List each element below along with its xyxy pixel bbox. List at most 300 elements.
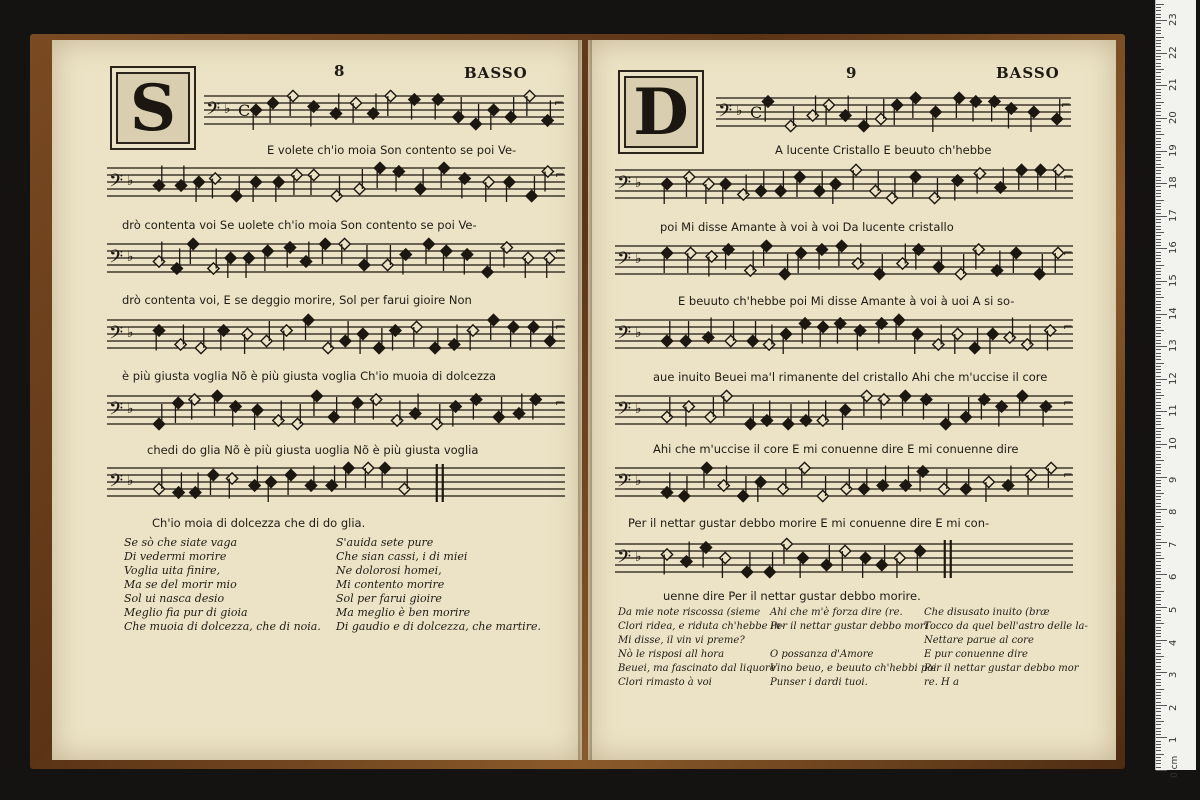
ruler-tick <box>1156 20 1167 21</box>
verse-line: Mi disse, il vin vi preme? <box>618 635 745 646</box>
ruler-tick <box>1156 115 1161 116</box>
ruler-number: 8 <box>1168 508 1179 516</box>
svg-text:𝄢: 𝄢 <box>617 471 632 496</box>
verse-column-2 <box>336 536 541 634</box>
ruler-tick <box>1156 770 1167 771</box>
ruler-tick <box>1156 692 1161 693</box>
ruler-tick <box>1156 4 1164 5</box>
verse-line: Di gaudio e di dolcezza, che martire. <box>336 620 541 633</box>
ruler-tick <box>1156 672 1167 673</box>
ruler-tick <box>1156 499 1161 500</box>
ruler-tick <box>1156 617 1161 618</box>
ruler-tick <box>1156 646 1161 647</box>
ruler-tick <box>1156 304 1161 305</box>
music-staff-1 <box>716 90 1071 136</box>
svg-text:♭: ♭ <box>127 473 134 489</box>
ruler-tick <box>1156 151 1167 152</box>
lyric-line: Ahi che m'uccise il core E mi conuenne dire E mi conuenne dire <box>653 442 1019 456</box>
ruler-tick <box>1156 662 1161 663</box>
svg-text:⌐: ⌐ <box>555 243 566 258</box>
svg-text:𝄢: 𝄢 <box>109 323 124 348</box>
ruler-number: 19 <box>1168 143 1179 157</box>
ruler-tick <box>1156 516 1161 517</box>
ruler-tick <box>1156 258 1161 259</box>
ruler-tick <box>1156 721 1164 722</box>
ruler-tick <box>1156 190 1161 191</box>
ruler-tick <box>1156 415 1161 416</box>
ruler-tick <box>1156 160 1161 161</box>
ruler-tick <box>1156 167 1164 168</box>
ruler-tick <box>1156 50 1161 51</box>
ruler-tick <box>1156 43 1161 44</box>
ruler-tick <box>1156 317 1161 318</box>
music-staff-2 <box>107 160 565 206</box>
ruler-tick <box>1156 118 1167 119</box>
ruler-number: 16 <box>1168 241 1179 255</box>
ruler-tick <box>1156 441 1161 442</box>
ruler-tick <box>1156 607 1167 608</box>
svg-text:C: C <box>750 103 763 122</box>
ruler-tick <box>1156 141 1161 142</box>
svg-text:♭: ♭ <box>635 549 642 565</box>
ruler-tick <box>1156 92 1161 93</box>
lyric-line: Per il nettar gustar debbo morire E mi conuenne dire E mi con- <box>628 516 990 530</box>
ruler-tick <box>1156 369 1161 370</box>
ruler-number: 22 <box>1168 46 1179 59</box>
music-staff-1 <box>204 88 564 134</box>
ruler-number: 17 <box>1168 209 1179 222</box>
ruler-tick <box>1156 147 1161 148</box>
ruler-tick <box>1156 213 1161 214</box>
ruler-tick <box>1156 353 1161 354</box>
ruler-tick <box>1156 604 1161 605</box>
lyric-line: aue inuito Beuei ma'l rimanente del cristallo Ahi che m'uccise il core <box>653 370 1048 384</box>
ruler-tick <box>1156 164 1161 165</box>
ruler-tick <box>1156 242 1161 243</box>
ruler-tick <box>1156 737 1167 738</box>
ruler-tick <box>1156 376 1161 377</box>
ruler-tick <box>1156 467 1161 468</box>
verse-line: Clori ridea, e riduta ch'hebbe in- <box>618 621 784 632</box>
music-staff-3 <box>615 238 1073 284</box>
verse-line: E pur conuenne dire <box>924 649 1028 660</box>
ruler-number: 13 <box>1168 339 1179 353</box>
verse-line: Da mie note riscossa (sieme <box>618 607 761 618</box>
ruler-tick <box>1156 382 1161 383</box>
ruler-tick <box>1156 173 1161 174</box>
ruler-tick <box>1156 359 1161 360</box>
lyric-line: drò contenta voi, E se deggio morire, Sol per farui gioire Non <box>122 293 472 307</box>
ruler-tick <box>1156 10 1161 11</box>
ruler-tick <box>1156 23 1161 24</box>
ruler-tick <box>1156 767 1161 768</box>
ruler-tick <box>1156 698 1161 699</box>
ruler-tick <box>1156 408 1161 409</box>
ruler-tick <box>1156 636 1161 637</box>
ruler-unit-label: 0 cm <box>1170 755 1180 778</box>
ruler-tick <box>1156 340 1161 341</box>
ruler-tick <box>1156 89 1161 90</box>
ruler-tick <box>1156 40 1161 41</box>
ruler-tick <box>1156 209 1161 210</box>
ruler-tick <box>1156 653 1161 654</box>
ruler-tick <box>1156 581 1161 582</box>
lyric-line: E beuuto ch'hebbe poi Mi disse Amante à voi à uoi A si so- <box>678 294 1015 308</box>
ruler-tick <box>1156 392 1161 393</box>
ruler-tick <box>1156 82 1161 83</box>
ruler-tick <box>1156 679 1161 680</box>
book-gutter <box>578 40 592 760</box>
ruler-tick <box>1156 464 1161 465</box>
ruler-tick <box>1156 747 1161 748</box>
music-staff-5 <box>107 388 565 434</box>
ruler-number: 18 <box>1168 176 1179 190</box>
ruler-number: 2 <box>1168 704 1179 711</box>
ruler-tick <box>1156 157 1161 158</box>
ruler-tick <box>1156 389 1161 390</box>
svg-text:𝄢: 𝄢 <box>109 247 124 272</box>
ruler-tick <box>1156 558 1164 559</box>
verse-column-1 <box>124 536 321 634</box>
ruler-tick <box>1156 535 1161 536</box>
ruler-tick <box>1156 496 1161 497</box>
ruler-tick <box>1156 539 1161 540</box>
svg-text:♭: ♭ <box>635 251 642 267</box>
verse-line: Sol per farui gioire <box>336 592 442 605</box>
ruler-tick <box>1156 643 1161 644</box>
ruler-tick <box>1156 483 1161 484</box>
ruler-number: 15 <box>1168 274 1179 287</box>
ruler-tick <box>1156 372 1161 373</box>
ruler-tick <box>1156 356 1161 357</box>
ruler-tick <box>1156 656 1164 657</box>
ruler-tick <box>1156 379 1167 380</box>
music-staff-4 <box>615 312 1073 358</box>
ruler-tick <box>1156 437 1161 438</box>
svg-text:♭: ♭ <box>224 101 231 117</box>
ruler-tick <box>1156 411 1167 412</box>
ruler-tick <box>1156 330 1164 331</box>
ruler-tick <box>1156 451 1161 452</box>
svg-text:⌐: ⌐ <box>555 167 566 182</box>
ruler-tick <box>1156 226 1161 227</box>
ruler-tick <box>1156 203 1161 204</box>
verse-line: Sol ui nasca desio <box>124 592 225 605</box>
verse-line: Nettare parue al core <box>924 635 1034 646</box>
ruler-tick <box>1156 591 1164 592</box>
ruler-tick <box>1156 532 1161 533</box>
ruler-tick <box>1156 170 1161 171</box>
ruler-tick <box>1156 154 1161 155</box>
ruler-tick <box>1156 95 1161 96</box>
ruler-tick <box>1156 597 1161 598</box>
svg-text:⌐: ⌐ <box>555 395 566 410</box>
ruler-tick <box>1156 519 1161 520</box>
ruler-tick <box>1156 675 1161 676</box>
ruler-tick <box>1156 610 1161 611</box>
ruler-tick <box>1156 98 1161 99</box>
svg-text:⌐: ⌐ <box>1063 395 1074 410</box>
ruler-tick <box>1156 346 1167 347</box>
ruler-tick <box>1156 614 1161 615</box>
verse-column-1 <box>618 606 784 690</box>
ruler-tick <box>1156 30 1161 31</box>
ruler-number: 14 <box>1168 306 1179 320</box>
ruler-tick <box>1156 196 1161 197</box>
verse-line: Tocco da quel bell'astro delle la- <box>924 621 1088 632</box>
verse-line: Che disusato inuito (bræ <box>924 607 1050 618</box>
ruler-tick <box>1156 278 1161 279</box>
ruler-tick <box>1156 659 1161 660</box>
svg-text:𝄢: 𝄢 <box>718 101 733 126</box>
lyric-line: poi Mi disse Amante à voi à voi Da lucente cristallo <box>660 220 954 234</box>
lyric-line: è più giusta voglia Nõ è più giusta voglia Ch'io muoia di dolcezza <box>122 369 497 383</box>
ruler-tick <box>1156 428 1164 429</box>
verse-line: Ahi che m'è forza dire (re. <box>770 607 903 618</box>
verse-column-2 <box>770 606 936 690</box>
svg-text:♭: ♭ <box>635 473 642 489</box>
ruler-tick <box>1156 571 1161 572</box>
ruler-tick <box>1156 385 1161 386</box>
ruler-tick <box>1156 454 1161 455</box>
lyric-line: A lucente Cristallo E beuuto ch'hebbe <box>775 143 992 157</box>
ruler-tick <box>1156 252 1161 253</box>
svg-text:⌐: ⌐ <box>1063 169 1074 184</box>
ruler-tick <box>1156 718 1161 719</box>
verse-line <box>770 634 936 648</box>
ruler-tick <box>1156 734 1161 735</box>
ruler-tick <box>1156 85 1167 86</box>
ruler-tick <box>1156 705 1167 706</box>
verse-line: Che muoia di dolcezza, che di noia. <box>124 620 321 633</box>
svg-text:⌐: ⌐ <box>555 319 566 334</box>
ruler-tick <box>1156 323 1161 324</box>
ruler-number: 1 <box>1168 737 1179 744</box>
ruler-number: 10 <box>1168 437 1179 450</box>
ruler-tick <box>1156 460 1164 461</box>
ruler-tick <box>1156 763 1161 764</box>
ruler-tick <box>1156 131 1161 132</box>
ruler-tick <box>1156 529 1161 530</box>
ruler-tick <box>1156 421 1161 422</box>
verse-line: Di vedermi morire <box>124 550 227 563</box>
ruler-tick <box>1156 623 1164 624</box>
verse-line: Punser i dardi tuoi. <box>770 677 868 688</box>
ruler-tick <box>1156 17 1161 18</box>
svg-text:𝄢: 𝄢 <box>206 99 221 124</box>
svg-text:♭: ♭ <box>127 173 134 189</box>
ruler-tick <box>1156 284 1161 285</box>
voice-heading: BASSO <box>996 64 1060 82</box>
ruler-tick <box>1156 121 1161 122</box>
ruler-tick <box>1156 235 1161 236</box>
ruler-tick <box>1156 434 1161 435</box>
ruler-tick <box>1156 37 1164 38</box>
lyric-line: uenne dire Per il nettar gustar debbo morire. <box>663 589 921 603</box>
measurement-ruler <box>1155 0 1196 778</box>
ruler-tick <box>1156 620 1161 621</box>
ruler-tick <box>1156 297 1164 298</box>
ruler-number: 20 <box>1168 111 1179 124</box>
ruler-tick <box>1156 757 1161 758</box>
ruler-tick <box>1156 69 1164 70</box>
ruler-tick <box>1156 711 1161 712</box>
svg-text:⌐: ⌐ <box>1063 467 1074 482</box>
ruler-tick <box>1156 193 1161 194</box>
ruler-tick <box>1156 600 1161 601</box>
music-staff-3 <box>107 236 565 282</box>
svg-text:𝄢: 𝄢 <box>109 399 124 424</box>
ruler-tick <box>1156 548 1161 549</box>
ruler-tick <box>1156 490 1161 491</box>
ruler-tick <box>1156 53 1167 54</box>
ruler-tick <box>1156 66 1161 67</box>
ruler-tick <box>1156 216 1167 217</box>
ruler-tick <box>1156 724 1161 725</box>
decorated-initial-d: D <box>618 70 704 154</box>
verse-line: Clori rimasto à voi <box>618 677 712 688</box>
ruler-tick <box>1156 63 1161 64</box>
music-staff-6 <box>107 460 565 506</box>
ruler-tick <box>1156 206 1161 207</box>
ruler-tick <box>1156 310 1161 311</box>
verse-line: Mi contento morire <box>336 578 445 591</box>
ruler-tick <box>1156 248 1167 249</box>
verse-line: Vino beuo, e beuuto ch'hebbi poi <box>770 663 937 674</box>
ruler-tick <box>1156 506 1161 507</box>
ruler-tick <box>1156 366 1161 367</box>
ruler-tick <box>1156 7 1161 8</box>
ruler-tick <box>1156 229 1161 230</box>
ruler-tick <box>1156 363 1164 364</box>
ruler-tick <box>1156 134 1164 135</box>
ruler-tick <box>1156 715 1161 716</box>
svg-text:♭: ♭ <box>127 249 134 265</box>
ruler-number: 7 <box>1168 541 1179 548</box>
ruler-tick <box>1156 268 1161 269</box>
decorated-initial-s: S <box>110 66 196 150</box>
ruler-tick <box>1156 568 1161 569</box>
ruler-tick <box>1156 186 1161 187</box>
ruler-tick <box>1156 561 1161 562</box>
ruler-tick <box>1156 744 1161 745</box>
ruler-tick <box>1156 512 1161 513</box>
ruler-tick <box>1156 102 1164 103</box>
ruler-tick <box>1156 27 1161 28</box>
ruler-tick <box>1156 447 1161 448</box>
ruler-tick <box>1156 144 1161 145</box>
ruler-tick <box>1156 760 1161 761</box>
ruler-tick <box>1156 640 1167 641</box>
ruler-tick <box>1156 177 1161 178</box>
page-number: 9 <box>846 64 858 82</box>
svg-text:⌐: ⌐ <box>1063 245 1074 260</box>
ruler-tick <box>1156 545 1161 546</box>
lyric-line: E volete ch'io moia Son contento se poi Ve- <box>267 143 517 157</box>
verse-line: Nò le risposi all hora <box>618 649 725 660</box>
music-staff-4 <box>107 312 565 358</box>
ruler-number: 9 <box>1168 476 1179 483</box>
ruler-tick <box>1156 754 1164 755</box>
music-staff-5 <box>615 388 1073 434</box>
ruler-tick <box>1156 542 1167 543</box>
svg-text:C: C <box>238 101 251 120</box>
ruler-number: 5 <box>1168 606 1179 613</box>
ruler-tick <box>1156 105 1161 106</box>
ruler-tick <box>1156 587 1161 588</box>
verse-line: Per il nettar gustar debbo mor <box>924 663 1079 674</box>
ruler-tick <box>1156 402 1161 403</box>
ruler-tick <box>1156 522 1161 523</box>
ruler-tick <box>1156 59 1161 60</box>
svg-text:𝄢: 𝄢 <box>617 547 632 572</box>
verse-line: O possanza d'Amore <box>770 649 874 660</box>
ruler-number: 21 <box>1168 78 1179 92</box>
ruler-tick <box>1156 108 1161 109</box>
ruler-tick <box>1156 708 1161 709</box>
ruler-tick <box>1156 470 1161 471</box>
ruler-tick <box>1156 349 1161 350</box>
ruler-tick <box>1156 56 1161 57</box>
ruler-tick <box>1156 46 1161 47</box>
svg-text:⌐: ⌐ <box>554 95 565 110</box>
ruler-number: 12 <box>1168 372 1179 385</box>
ruler-tick <box>1156 183 1167 184</box>
ruler-tick <box>1156 255 1161 256</box>
ruler-tick <box>1156 33 1161 34</box>
lyric-line: chedi do glia Nõ è più giusta uoglia Nõ è più giusta voglia <box>147 443 479 457</box>
ruler-number: 4 <box>1168 639 1179 646</box>
ruler-tick <box>1156 200 1164 201</box>
ruler-tick <box>1156 265 1164 266</box>
svg-text:𝄢: 𝄢 <box>109 471 124 496</box>
ruler-tick <box>1156 669 1161 670</box>
ruler-tick <box>1156 526 1164 527</box>
ruler-tick <box>1156 493 1164 494</box>
ruler-tick <box>1156 138 1161 139</box>
ruler-tick <box>1156 649 1161 650</box>
ruler-tick <box>1156 486 1161 487</box>
svg-text:𝄢: 𝄢 <box>617 249 632 274</box>
ruler-tick <box>1156 431 1161 432</box>
ruler-tick <box>1156 741 1161 742</box>
ruler-tick <box>1156 424 1161 425</box>
svg-text:𝄢: 𝄢 <box>109 171 124 196</box>
ruler-tick <box>1156 480 1161 481</box>
ruler-number: 3 <box>1168 671 1179 679</box>
ruler-tick <box>1156 689 1164 690</box>
ruler-tick <box>1156 565 1161 566</box>
ruler-tick <box>1156 728 1161 729</box>
ruler-tick <box>1156 509 1167 510</box>
ruler-tick <box>1156 261 1161 262</box>
svg-text:♭: ♭ <box>736 103 743 119</box>
ruler-tick <box>1156 271 1161 272</box>
svg-text:𝄢: 𝄢 <box>617 323 632 348</box>
ruler-tick <box>1156 111 1161 112</box>
verse-line: Ma meglio è ben morire <box>336 606 471 619</box>
right-page <box>588 40 1116 760</box>
ruler-tick <box>1156 552 1161 553</box>
svg-text:♭: ♭ <box>635 325 642 341</box>
ruler-tick <box>1156 594 1161 595</box>
verse-line: Che sian cassi, i di miei <box>336 550 468 563</box>
ruler-number: 6 <box>1168 574 1179 581</box>
ruler-tick <box>1156 444 1167 445</box>
ruler-tick <box>1156 395 1164 396</box>
ruler-tick <box>1156 503 1161 504</box>
ruler-tick <box>1156 731 1161 732</box>
